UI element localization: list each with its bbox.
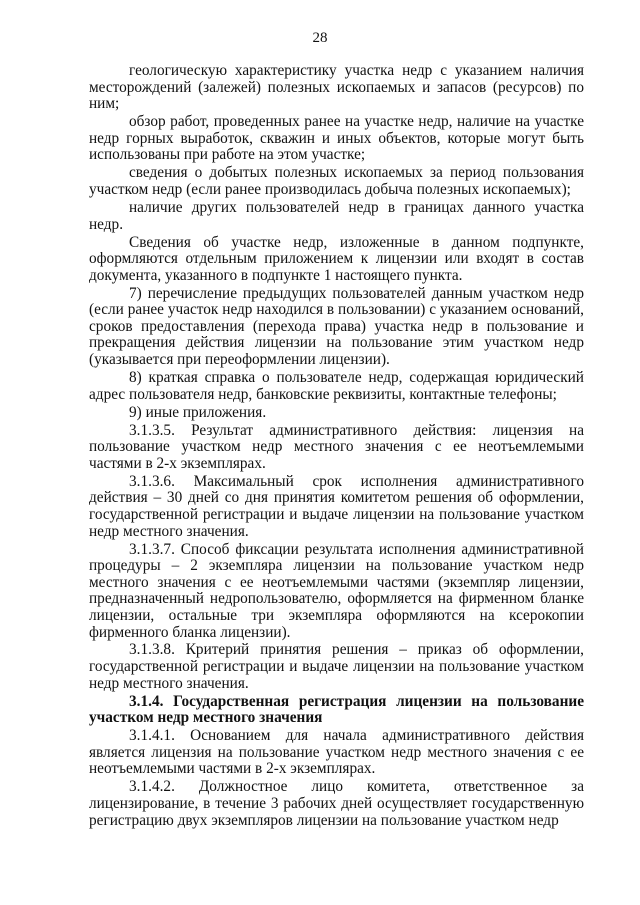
paragraph-3-1-3-6: 3.1.3.6. Максимальный срок исполнения административного действия – 30 дней со дня принятия комитетом решения об оформлении, государственной регистрации и выдаче лицензии на пользование участком недр местного значения.: [89, 472, 584, 540]
paragraph-item-9: 9) иные приложения.: [129, 403, 267, 421]
document-body: [89, 63, 584, 831]
paragraph-item-8: 8) краткая справка о пользователе недр, содержащая юридический адрес пользователя недр, банковские реквизиты, контактные телефоны;: [89, 369, 584, 403]
paragraph-3-1-4-1: 3.1.4.1. Основанием для начала административного действия является лицензия на пользование участком недр местного значения с ее неотъемлемыми частями в 2-х экземплярах.: [89, 727, 584, 778]
paragraph-previous-works-review: обзор работ, проведенных ранее на участке недр, наличие на участке недр горных выработок, скважин и иных объектов, которые могут быть использованы при работе на этом участке;: [89, 113, 584, 164]
paragraph-3-1-3-8: 3.1.3.8. Критерий принятия решения – приказ об оформлении, государственной регистрации и выдаче лицензии на пользование участком недр местного значения.: [89, 641, 584, 692]
paragraph-extracted-minerals: сведения о добытых полезных ископаемых за период пользования участком недр (если ранее производилась добыча полезных ископаемых);: [89, 164, 584, 198]
paragraph-3-1-4-2: 3.1.4.2. Должностное лицо комитета, ответственное за лицензирование, в течение 3 рабочих дней осуществляет государственную регистрацию двух экземпляров лицензии на пользование участком недр: [89, 778, 584, 829]
page-number: 28: [312, 30, 328, 46]
paragraph-geological-characteristic: геологическую характеристику участка недр с указанием наличия месторождений (залежей) полезных ископаемых и запасов (ресурсов) по ним;: [89, 62, 584, 113]
paragraph-3-1-3-5: 3.1.3.5. Результат административного действия: лицензия на пользование участком недр местного значения с ее неотъемлемыми частями в 2-х экземплярах.: [89, 421, 584, 472]
paragraph-item-7: 7) перечисление предыдущих пользователей данным участком недр (если ранее участок недр находился в пользовании) с указанием оснований, сроков предоставления (перехода права) участка недр в пользование и прекращения действия лицензии на пользование этим участком недр (указывается при переоформлении лицензии).: [89, 284, 584, 369]
section-heading-3-1-4: 3.1.4. Государственная регистрация лицензии на пользование участком недр местного значения: [89, 692, 584, 727]
paragraph-subsoil-info-appendix: Сведения об участке недр, изложенные в данном подпункте, оформляются отдельным приложением к лицензии или входят в состав документа, указанного в подпункте 1 настоящего пункта.: [89, 233, 584, 284]
paragraph-other-users: наличие других пользователей недр в границах данного участка недр.: [89, 198, 584, 233]
paragraph-3-1-3-7: 3.1.3.7. Способ фиксации результата исполнения административной процедуры – 2 экземпляра лицензии на пользование участком недр местного значения с ее неотъемлемыми частями (экземпляр лицензии, предназначенный недропользователю, оформляется на фирменном бланке лицензии, остальные три экземпляра оформляются на ксерокопии фирменного бланка лицензии).: [89, 540, 584, 641]
